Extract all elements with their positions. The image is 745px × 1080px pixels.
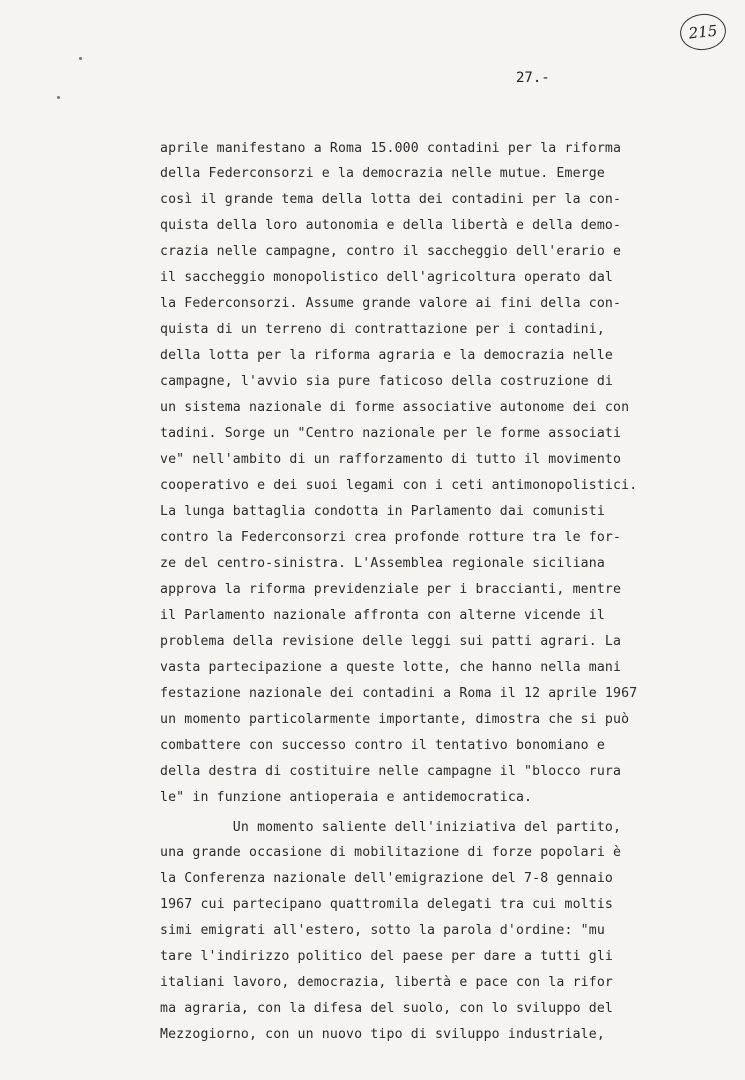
text-line: italiani lavoro, democrazia, libertà e pace con la rifor bbox=[160, 975, 614, 990]
text-line: contro la Federconsorzi crea profonde rotture tra le for- bbox=[160, 530, 622, 545]
page-number: 27.- bbox=[516, 70, 550, 86]
text-line: problema della revisione delle leggi sui patti agrari. La bbox=[160, 634, 622, 649]
text-line: Mezzogiorno, con un nuovo tipo di sviluppo industriale, bbox=[160, 1027, 605, 1042]
scan-speck bbox=[57, 96, 60, 99]
text-line: così il grande tema della lotta dei contadini per la con- bbox=[160, 192, 622, 207]
text-line: Un momento saliente dell'iniziativa del partito, bbox=[160, 820, 622, 835]
text-line: campagne, l'avvio sia pure faticoso della costruzione di bbox=[160, 374, 614, 389]
text-line: ve" nell'ambito di un rafforzamento di tutto il movimento bbox=[160, 452, 622, 467]
text-line: tadini. Sorge un "Centro nazionale per le forme associati bbox=[160, 426, 622, 441]
text-line: quista della loro autonomia e della libertà e della demo- bbox=[160, 218, 622, 233]
scan-speck bbox=[79, 57, 82, 60]
text-line: della Federconsorzi e la democrazia nelle mutue. Emerge bbox=[160, 166, 605, 181]
text-line: la Conferenza nazionale dell'emigrazione del 7-8 gennaio bbox=[160, 871, 614, 886]
text-line: vasta partecipazione a queste lotte, che hanno nella mani bbox=[160, 660, 622, 675]
text-line: combattere con successo contro il tentativo bonomiano e bbox=[160, 738, 605, 753]
text-line: 1967 cui partecipano quattromila delegati tra cui moltis bbox=[160, 897, 614, 912]
text-line: un momento particolarmente importante, dimostra che si può bbox=[160, 712, 630, 727]
text-line: ma agraria, con la difesa del suolo, con lo sviluppo del bbox=[160, 1001, 614, 1016]
text-line: aprile manifestano a Roma 15.000 contadini per la riforma bbox=[160, 141, 622, 156]
text-line: cooperativo e dei suoi legami con i ceti antimonopolistici. bbox=[160, 478, 638, 493]
text-line: un sistema nazionale di forme associative autonome dei con bbox=[160, 400, 630, 415]
text-line: una grande occasione di mobilitazione di forze popolari è bbox=[160, 845, 622, 860]
text-line: festazione nazionale dei contadini a Roma il 12 aprile 1967 bbox=[160, 686, 638, 701]
text-line: crazia nelle campagne, contro il saccheggio dell'erario e bbox=[160, 244, 622, 259]
text-line: quista di un terreno di contrattazione per i contadini, bbox=[160, 322, 605, 337]
text-line: la Federconsorzi. Assume grande valore ai fini della con- bbox=[160, 296, 622, 311]
text-line: della destra di costituire nelle campagne il "blocco rura bbox=[160, 764, 622, 779]
text-line: il saccheggio monopolistico dell'agricoltura operato dal bbox=[160, 270, 614, 285]
text-line: della lotta per la riforma agraria e la democrazia nelle bbox=[160, 348, 614, 363]
text-line: le" in funzione antioperaia e antidemocratica. bbox=[160, 790, 533, 805]
text-line: tare l'indirizzo politico del paese per dare a tutti gli bbox=[160, 949, 614, 964]
archive-page-stamp: 215 bbox=[678, 12, 728, 53]
text-line: il Parlamento nazionale affronta con alterne vicende il bbox=[160, 608, 605, 623]
text-line: La lunga battaglia condotta in Parlamento dai comunisti bbox=[160, 504, 605, 519]
text-line: approva la riforma previdenziale per i braccianti, mentre bbox=[160, 582, 622, 597]
text-line: simi emigrati all'estero, sotto la parola d'ordine: "mu bbox=[160, 923, 605, 938]
text-line: ze del centro-sinistra. L'Assemblea regionale siciliana bbox=[160, 556, 605, 571]
